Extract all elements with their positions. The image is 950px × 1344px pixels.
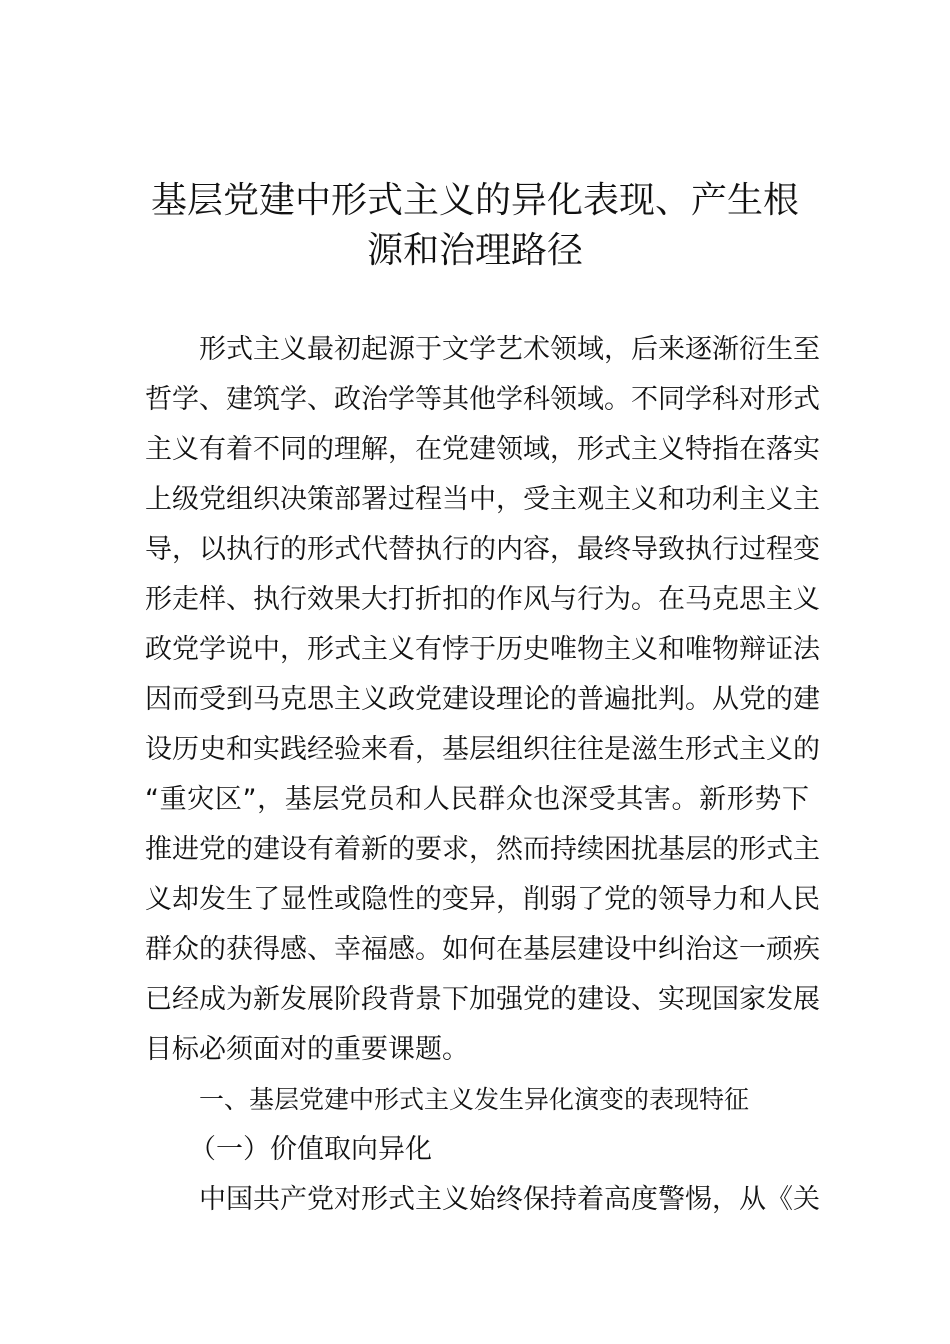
paragraph-line: 中国共产党对形式主义始终保持着高度警惕，从《关 (199, 1184, 820, 1215)
paragraph-line: 形式主义最初起源于文学艺术领域，后来逐渐衍生至 (199, 334, 820, 365)
paragraph-line: 导，以执行的形式代替执行的内容，最终导致执行过程变 (145, 534, 820, 565)
paragraph-line: 设历史和实践经验来看，基层组织往往是滋生形式主义的 (145, 734, 820, 765)
paragraph-line: 哲学、建筑学、政治学等其他学科领域。不同学科对形式 (145, 384, 820, 415)
document-title (150, 176, 800, 276)
document-body (145, 325, 820, 1225)
section-heading: 一、基层党建中形式主义发生异化演变的表现特征 (199, 1085, 750, 1114)
paragraph-line: 上级党组织决策部署过程当中，受主观主义和功利主义主 (145, 484, 820, 515)
paragraph-line: 政党学说中，形式主义有悖于历史唯物主义和唯物辩证法 (145, 634, 820, 665)
paragraph-line: 群众的获得感、幸福感。如何在基层建设中纠治这一顽疾 (145, 934, 820, 965)
subsection-heading: （一）价值取向异化 (189, 1134, 432, 1165)
paragraph-line: 已经成为新发展阶段背景下加强党的建设、实现国家发展 (145, 984, 820, 1015)
title-line-2: 源和治理路径 (366, 230, 583, 271)
paragraph-line: 目标必须面对的重要课题。 (145, 1034, 469, 1065)
paragraph-line: 因而受到马克思主义政党建设理论的普遍批判。从党的建 (145, 684, 820, 715)
title-line-1: 基层党建中形式主义的异化表现、产生根 (150, 180, 799, 221)
paragraph-line: 形走样、执行效果大打折扣的作风与行为。在马克思主义 (145, 584, 820, 615)
paragraph-line: 推进党的建设有着新的要求，然而持续困扰基层的形式主 (145, 834, 820, 865)
paragraph-line: 义却发生了显性或隐性的变异，削弱了党的领导力和人民 (145, 884, 820, 915)
paragraph-line: 主义有着不同的理解，在党建领域，形式主义特指在落实 (145, 434, 820, 465)
paragraph-line: “重灾区”，基层党员和人民群众也深受其害。新形势下 (145, 784, 809, 815)
